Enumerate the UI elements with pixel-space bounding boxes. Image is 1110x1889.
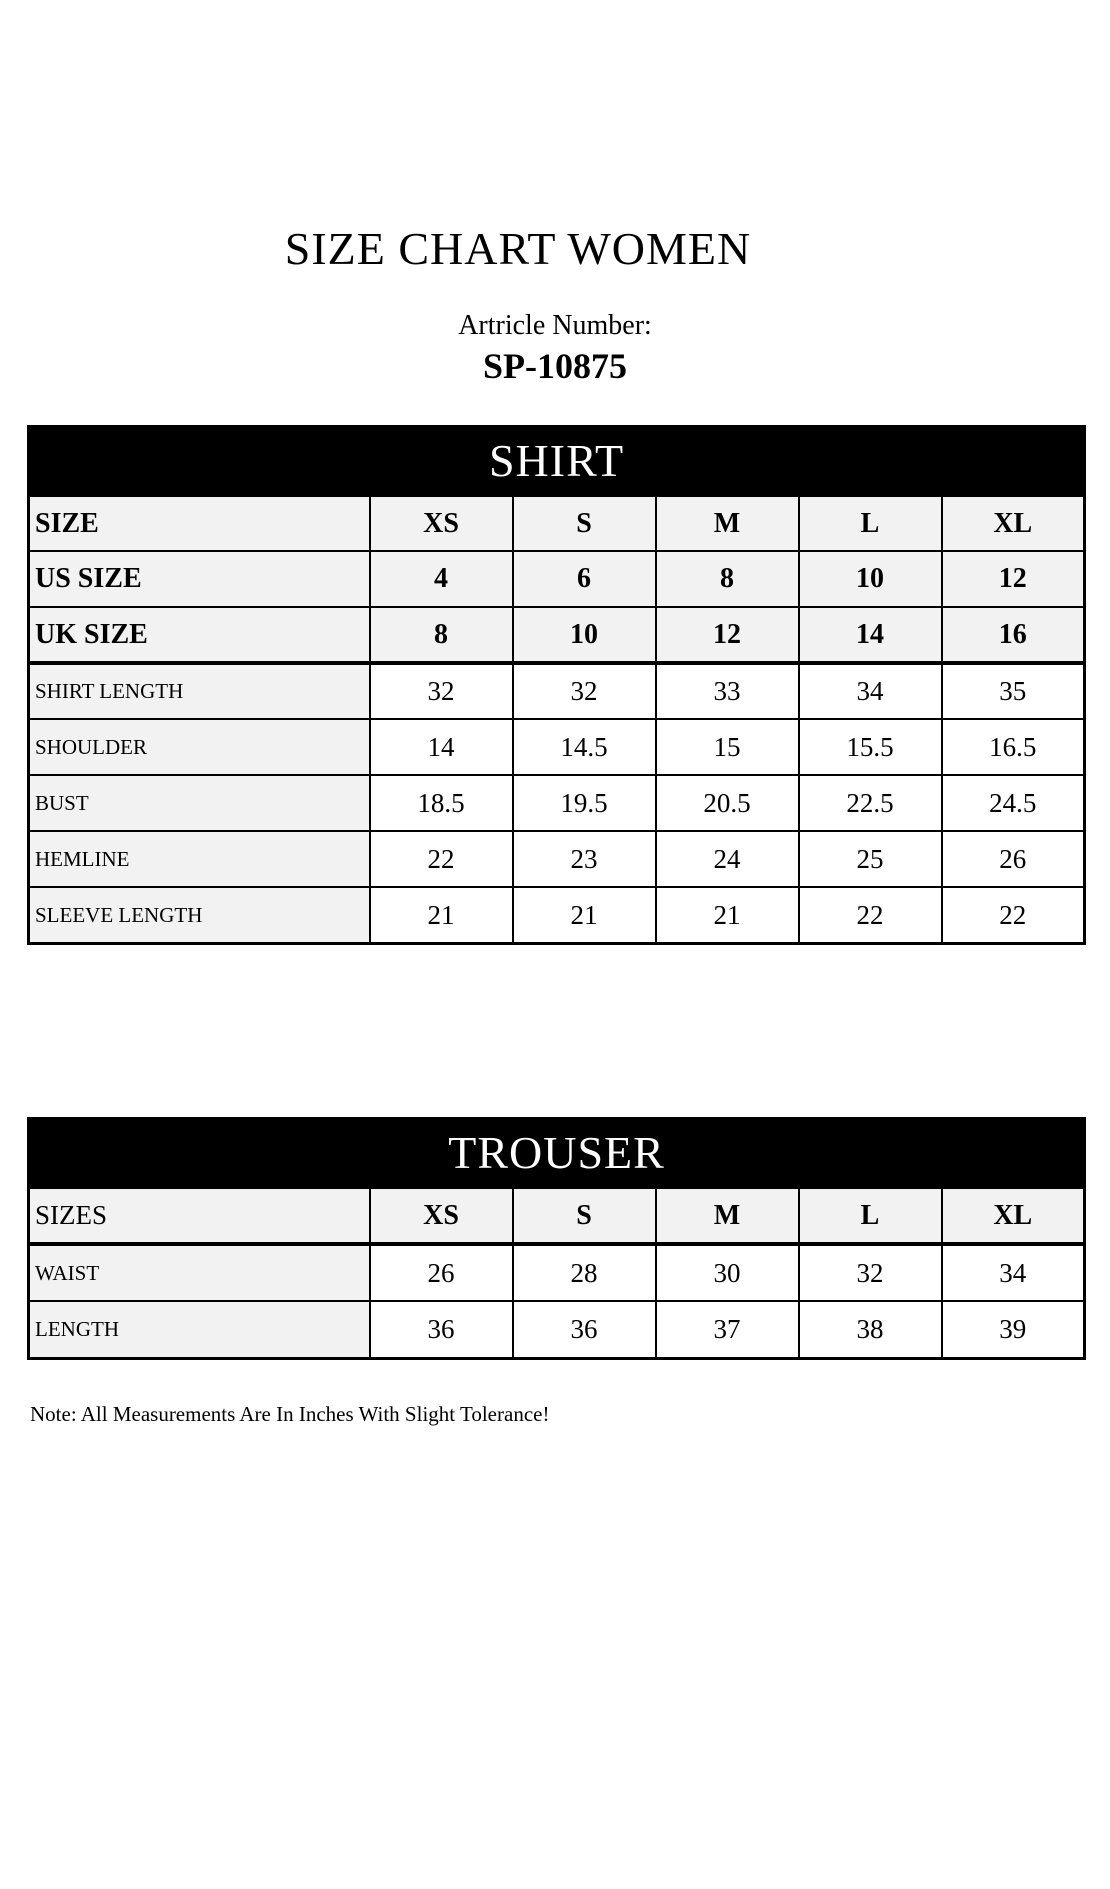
size-cell: 6: [513, 551, 656, 607]
size-cell: L: [799, 1187, 942, 1244]
row-label: US SIZE: [29, 551, 370, 607]
measurement-cell: 19.5: [513, 775, 656, 831]
table-row-hemline: [29, 831, 1085, 887]
measurement-cell: 14: [370, 719, 513, 775]
measurement-cell: 33: [656, 663, 799, 719]
measurement-cell: 16.5: [942, 719, 1085, 775]
measurement-cell: 22: [370, 831, 513, 887]
row-label: SHOULDER: [29, 719, 370, 775]
measurement-cell: 23: [513, 831, 656, 887]
measurement-cell: 32: [799, 1244, 942, 1301]
size-cell: 8: [370, 607, 513, 663]
shirt-table-title-row: [29, 426, 1085, 495]
measurement-cell: 21: [370, 887, 513, 943]
measurement-cell: 26: [370, 1244, 513, 1301]
table-row-size: [29, 495, 1085, 551]
measurement-cell: 36: [513, 1301, 656, 1358]
row-label: SIZES: [29, 1187, 370, 1244]
measurement-cell: 30: [656, 1244, 799, 1301]
measurement-cell: 38: [799, 1301, 942, 1358]
size-cell: 14: [799, 607, 942, 663]
row-label: LENGTH: [29, 1301, 370, 1358]
measurement-cell: 28: [513, 1244, 656, 1301]
measurement-cell: 34: [942, 1244, 1085, 1301]
size-cell: 8: [656, 551, 799, 607]
table-row-sleeve-length: [29, 887, 1085, 943]
row-label: BUST: [29, 775, 370, 831]
size-cell: 16: [942, 607, 1085, 663]
measurement-cell: 37: [656, 1301, 799, 1358]
trouser-table-title-row: [29, 1118, 1085, 1187]
measurement-cell: 24: [656, 831, 799, 887]
size-cell: 10: [799, 551, 942, 607]
size-cell: 12: [656, 607, 799, 663]
measurement-cell: 21: [513, 887, 656, 943]
table-row-bust: [29, 775, 1085, 831]
measurement-cell: 36: [370, 1301, 513, 1358]
size-cell: 10: [513, 607, 656, 663]
row-label: WAIST: [29, 1244, 370, 1301]
measurement-cell: 32: [370, 663, 513, 719]
size-cell: S: [513, 495, 656, 551]
row-label: SHIRT LENGTH: [29, 663, 370, 719]
table-row-uk-size: [29, 607, 1085, 663]
size-cell: M: [656, 1187, 799, 1244]
row-label: UK SIZE: [29, 607, 370, 663]
row-label: SIZE: [29, 495, 370, 551]
measurement-cell: 25: [799, 831, 942, 887]
trouser-table-title: TROUSER: [29, 1118, 1085, 1187]
row-label: HEMLINE: [29, 831, 370, 887]
measurement-cell: 22: [799, 887, 942, 943]
measurement-cell: 26: [942, 831, 1085, 887]
measurement-cell: 35: [942, 663, 1085, 719]
measurement-cell: 20.5: [656, 775, 799, 831]
size-cell: M: [656, 495, 799, 551]
measurement-cell: 22.5: [799, 775, 942, 831]
table-row-waist: [29, 1244, 1085, 1301]
size-cell: 12: [942, 551, 1085, 607]
page-title: SIZE CHART WOMEN: [284, 223, 752, 274]
measurement-cell: 22: [942, 887, 1085, 943]
measurement-cell: 15: [656, 719, 799, 775]
measurement-cell: 14.5: [513, 719, 656, 775]
table-row-length: [29, 1301, 1085, 1358]
measurement-cell: 21: [656, 887, 799, 943]
measurement-cell: 39: [942, 1301, 1085, 1358]
size-cell: XL: [942, 495, 1085, 551]
table-row-shirt-length: [29, 663, 1085, 719]
size-cell: XL: [942, 1187, 1085, 1244]
measurement-cell: 32: [513, 663, 656, 719]
size-cell: XS: [370, 1187, 513, 1244]
article-number-value: SP-10875: [483, 346, 627, 387]
table-row-sizes: [29, 1187, 1085, 1244]
table-row-us-size: [29, 551, 1085, 607]
trouser-size-table: [27, 1117, 1086, 1360]
measurement-note: Note: All Measurements Are In Inches With Slight Tolerance!: [30, 1401, 550, 1426]
measurement-cell: 15.5: [799, 719, 942, 775]
size-cell: 4: [370, 551, 513, 607]
size-cell: S: [513, 1187, 656, 1244]
measurement-cell: 34: [799, 663, 942, 719]
article-number-label: Artricle Number:: [458, 309, 652, 341]
table-row-shoulder: [29, 719, 1085, 775]
measurement-cell: 18.5: [370, 775, 513, 831]
size-cell: XS: [370, 495, 513, 551]
measurement-cell: 24.5: [942, 775, 1085, 831]
shirt-table-title: SHIRT: [29, 426, 1085, 495]
shirt-size-table: [27, 425, 1086, 945]
size-cell: L: [799, 495, 942, 551]
row-label: SLEEVE LENGTH: [29, 887, 370, 943]
